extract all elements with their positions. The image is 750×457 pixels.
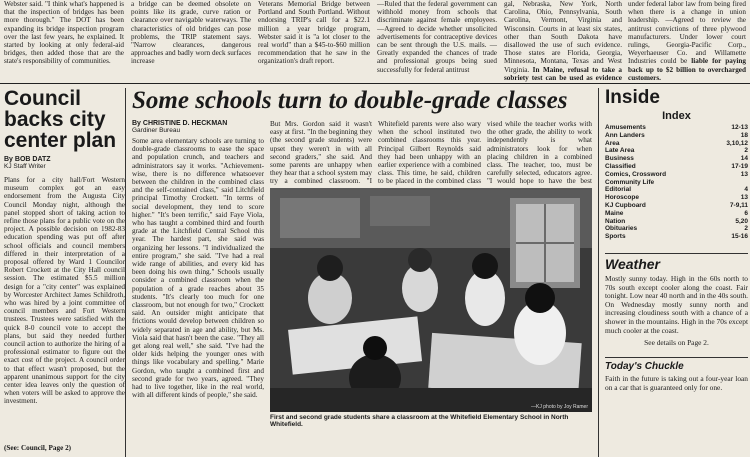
index-row [605, 171, 748, 179]
top-column-2: a bridge can be deemed obsolete on points like its grade, curve ration or clearance over navigable waterways. The characteristics of old bridges can pose problems, the TRIP statement says. "Narrow clearances, dangerous approaches and badly worn deck surfaces increase [131, 0, 251, 66]
top-column-5 [504, 0, 622, 82]
index-page: 14 [740, 155, 748, 163]
index-page: 17-19 [731, 162, 748, 170]
weather-body: Mostly sunny today. High in the 60s north to 70s south except cooler along the coast. Fair tonight. Low near 40 north and in the 40s south. On Wednesday mostly sunny north and increasing cloudiness south with a chance of a shower in the mountains. High in the 70s except much cooler at the coast. [605, 273, 748, 335]
index-label: Amusements [605, 124, 646, 131]
council-body: Plans for a city hall/Fort Western museum complex got an easy endorsement from the Augusta City Council Monday night, although the panel stopped short of taking action to refine those plans for a public vote on the project. A possible decision on 1982-83 education spending was put off after school officials and council members differed in their interpretation of a proposal offered by Ward 1 Councilor Robert Crockett at the City Hall council session. The estimated $5.5 million design for a "city center" was explained by Worcester Architect James Schildroth, who was hired by a joint committee of council members and Fort Western trustees. Trustees were satisfied with the quick 8-0 council vote to accept the plans, but said they needed further council action to authorize the hiring of a professional estimator to figure out the exact cost of the project. A council order to that effect wasn't proposed, but the apparent unanimous support for the city center idea leaves only the question of when voters will be asked to approve the investment. [4, 176, 125, 406]
schools-story [132, 88, 592, 457]
index-label: Maine [605, 209, 624, 217]
index-label: Nation [605, 217, 626, 225]
chuckle-body: Faith in the future is taking out a four-year loan on a car that is guaranteed only for one. [605, 374, 748, 392]
top-column-4: —Ruled that the federal government can withhold money from schools that discriminate against female employees. —Agreed to decide whether unsolicited advertisements for contraceptive devices can be sent through the U.S. mails. —Greatly expanded the chances of trade and professional groups being sued successfully for federal antitrust [377, 0, 497, 74]
council-story [4, 88, 126, 457]
index-row [605, 210, 748, 218]
index-row [605, 233, 748, 241]
top-column-3: Veterans Memorial Bridge between Portland and South Portland. Without endorsing TRIP's call for a $22.1 million a year bridge program, Webster said it is "a lot closer to the real world" than a $45-to-$60 million recommendation that he saw in the organization's draft report. [258, 0, 370, 66]
index-label: Horoscope [605, 194, 639, 202]
schools-column-4: vised while the teacher works with the other grade, the ability to work independently is what administrators look for when placing children in a combined class. The teacher, too, must be carefully selected, educators agree. "I would hope to have the best [487, 120, 592, 186]
index-label: Editorial [605, 186, 632, 194]
council-byline: By BOB DATZ [4, 156, 51, 163]
index-page: 12-13 [731, 124, 748, 131]
index-label: Late Area [605, 147, 635, 155]
index-page: 2 [744, 147, 748, 155]
top-column-6-bold: liable for paying back up to $2 billion to overcharged customers. [628, 57, 746, 82]
schools-headline: Some schools turn to double-grade classes [132, 87, 568, 114]
index-label: KJ Cupboard [605, 201, 646, 209]
top-column-5-text: gal, Nebraska, New York, North Carolina, Ohio, Pennsylvania, South Carolina, Vermont, Virginia and Wisconsin. Courts in at least six states, other than South Dakota have disallowed the use of such evidence. Those states are Florida, Georgia, Minnesota, Montana, Texas and West Virginia. [504, 0, 622, 74]
top-column-6 [628, 0, 746, 82]
inside-title: Inside [605, 87, 660, 108]
index-page: 18 [740, 131, 748, 139]
index-page: 4 [744, 186, 748, 194]
index-row [605, 140, 748, 148]
index-list [605, 124, 748, 241]
index-page: 6 [744, 209, 748, 217]
classroom-photo [270, 188, 592, 412]
index-label: Obituaries [605, 225, 638, 233]
top-column-5-bold: In Maine, refusal to take a sobriety test can be used as evidence [504, 65, 622, 82]
index-row [605, 202, 748, 210]
index-row [605, 186, 748, 194]
index-page: 5,20 [735, 217, 748, 225]
index-page: 7-9,11 [729, 201, 748, 209]
schools-column-1 [132, 120, 264, 457]
chuckle-title: Today's Chuckle [605, 357, 748, 372]
index-label: Community Life [605, 178, 655, 186]
weather-title: Weather [605, 253, 748, 272]
index-row [605, 225, 748, 233]
index-label: Area [605, 139, 620, 147]
photo-credit: —KJ photo by Joy Ramer [531, 404, 588, 410]
index-page: 13 [740, 194, 748, 202]
index-row [605, 155, 748, 163]
index-label: Business [605, 155, 634, 163]
council-byline-sub: KJ Staff Writer [4, 163, 46, 170]
schools-byline: By CHRISTINE D. HECKMAN [132, 120, 228, 127]
schools-column-3: Whitefield parents were also wary when the school instituted two combined classrooms this year. Principal Gilbert Reynolds said they had been unhappy with an earlier experience with a combined class. This time, he said, children to be placed in the combined class [378, 120, 481, 186]
top-strip [0, 0, 750, 84]
index-row [605, 179, 748, 187]
index-row [605, 194, 748, 202]
index-label: Sports [605, 233, 626, 241]
index-label: Classified [605, 162, 636, 170]
index-page: 3,10,12 [726, 139, 748, 147]
index-row [605, 132, 748, 140]
schools-col1-text: Some area elementary schools are turning to double-grade classrooms to ease the space and population crunch, and teachers and administrators say it works. "Achievement-wise, there is no difference whatsoever between the children in the combined class and the self-contained class," said Litchfield principal Timothy Crockett. "In terms of social development, they tend to score higher." "It's been terrific," said Faye Viola, who has taught a combined third and fourth grade at the Litchfield Central School this year. The hardest part, she said was organizing her lessons. "I individualized the entire program," she said. "I've had a real wide range of abilities, and every kid has been doing his own thing." Schools usually consider a combined classroom when the population of a grade reaches about 35 students. "It's clearly too much for one classroom, but not enough for two," Crockett said. An outsider might anticipate that frictions would develop between children so widely separated in age and ability, but Ms. Viola said that hasn't been the case. "They all get along real well," she said. "I've had the older kids helping the younger ones with things like vocabulary and spelling." Marie Gordon, who taught a combined first and second grade for two years, agreed. "They had to live together, like in the real world, with all different kinds of people," she said. [132, 137, 264, 400]
index-label: Comics, Crossword [605, 170, 667, 178]
index-page: 13 [740, 170, 748, 178]
inside-panel [598, 88, 748, 457]
council-headline: Council backs city center plan [4, 88, 117, 152]
classroom-photo-image [270, 188, 592, 412]
council-continued: (See: Council, Page 2) [4, 444, 72, 452]
schools-column-2: But Mrs. Gordon said it wasn't easy at first. "In the beginning they (the second grade students) were upset they weren't in with all second graders," she said. And some parents are unhappy when they hear that a school system may try a combined classroom. "I [270, 120, 372, 186]
schools-byline-sub: Gardiner Bureau [132, 127, 181, 134]
index-row [605, 147, 748, 155]
index-label: Ann Landers [605, 131, 645, 139]
photo-caption: First and second grade students share a classroom at the Whitefield Elementary School in North Whitefield. [270, 414, 569, 428]
top-column-6-text: under federal labor law from being fired when there is a change in union leadership. —Agreed to review the antitrust convictions of three plywood manufacturers. Under lower court rulings, Georgia-Pacific Corp., Weyerhaeuser Co. and Willamette Industries could be [628, 0, 746, 66]
top-column-1: Webster said. "I think what's happened is that the inspection of bridges has been more thorough." The DOT has been expanding its bridge inspection program over the last few years, he explained. It started by looking at only federal-aid bridges, then added those that are the state's responsibility of communities. [4, 0, 124, 66]
index-page: 15-16 [731, 233, 748, 241]
index-row [605, 218, 748, 226]
index-row [605, 163, 748, 171]
index-row [605, 124, 748, 132]
index-page: 2 [744, 225, 748, 233]
index-title: Index [662, 110, 691, 122]
weather-see: See details on Page 2. [644, 338, 709, 348]
